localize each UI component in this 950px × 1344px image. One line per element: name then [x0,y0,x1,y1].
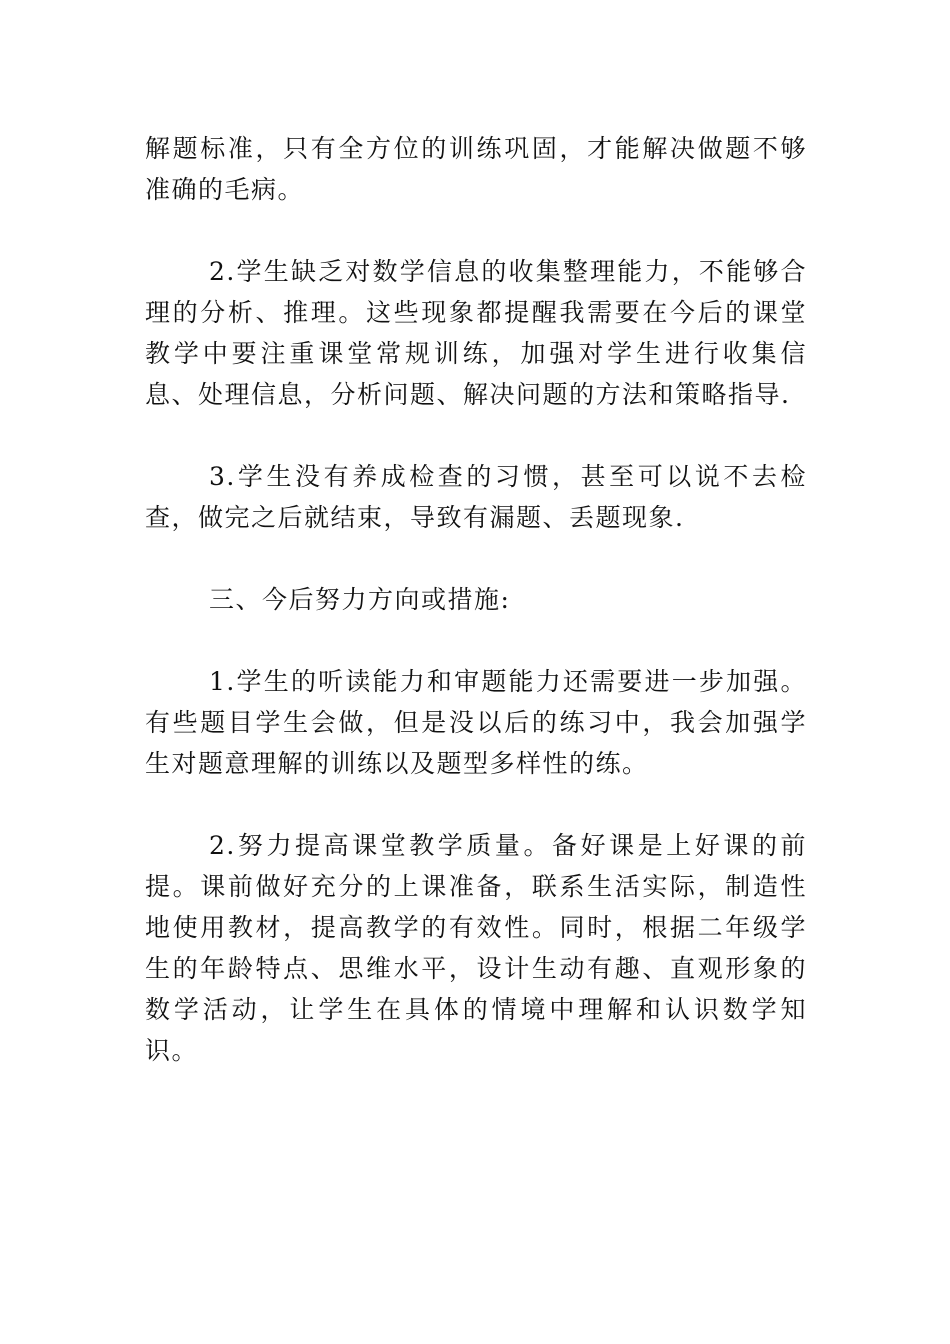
document-body [145,128,807,1112]
paragraph-item-2: 2.学生缺乏对数学信息的收集整理能力，不能够合理的分析、推理。这些现象都提醒我需要在今后的课堂教学中要注重课堂常规训练，加强对学生进行收集信息、处理信息，分析问题、解决问题的方法和策略指导. [145,257,807,409]
paragraph-measure-2: 2.努力提高课堂教学质量。备好课是上好课的前提。课前做好充分的上课准备，联系生活实际，制造性地使用教材，提高教学的有效性。同时，根据二年级学生的年龄特点、思维水平，设计生动有趣、直观形象的数学活动，让学生在具体的情境中理解和认识数学知识。 [145,831,807,1065]
paragraph-item-3: 3.学生没有养成检查的习惯，甚至可以说不去检查，做完之后就结束，导致有漏题、丢题现象. [145,462,807,532]
section-heading: 三、今后努力方向或措施: [209,585,511,614]
paragraph-continuation: 解题标准，只有全方位的训练巩固，才能解决做题不够准确的毛病。 [145,134,807,204]
paragraph-measure-1: 1.学生的听读能力和审题能力还需要进一步加强。有些题目学生会做，但是没以后的练习中，我会加强学生对题意理解的训练以及题型多样性的练。 [145,667,807,778]
